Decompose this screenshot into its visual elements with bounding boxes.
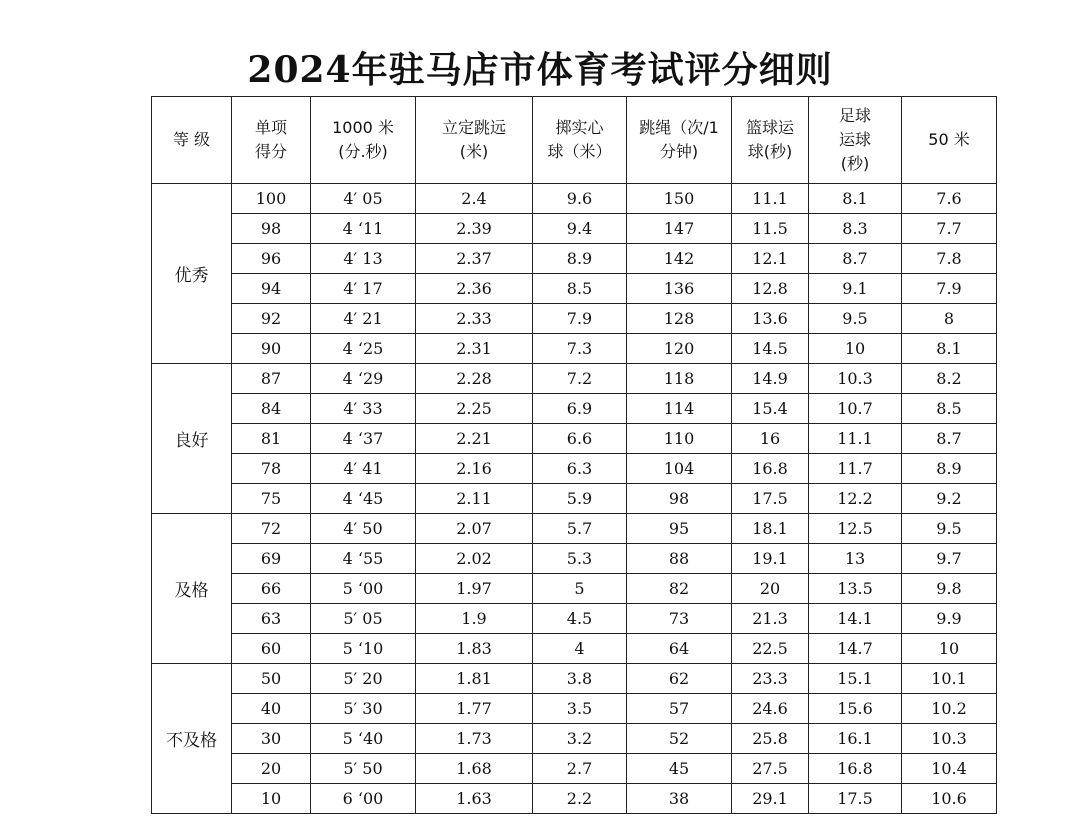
cell-run-1000m: 5′ 50 [311,754,416,784]
cell-shot-put: 5.3 [533,544,627,574]
table-row [152,514,997,544]
cell-shot-put: 4.5 [533,604,627,634]
cell-score: 78 [232,454,311,484]
cell-sprint-50m: 9.7 [902,544,997,574]
cell-rope-skip: 73 [627,604,732,634]
table-row [152,574,997,604]
cell-score: 20 [232,754,311,784]
cell-sprint-50m: 8.7 [902,424,997,454]
cell-football-dribble: 10 [809,334,902,364]
cell-football-dribble: 16.8 [809,754,902,784]
level-cell: 及格 [152,514,232,664]
cell-standing-long-jump: 2.16 [416,454,533,484]
header-line: 篮球运 [745,118,794,137]
cell-score: 50 [232,664,311,694]
cell-run-1000m: 4′ 13 [311,244,416,274]
cell-rope-skip: 45 [627,754,732,784]
header-line: 50 米 [928,130,970,149]
cell-sprint-50m: 10 [902,634,997,664]
cell-shot-put: 6.3 [533,454,627,484]
cell-shot-put: 3.5 [533,694,627,724]
header-line: 球（米） [547,142,612,161]
cell-shot-put: 4 [533,634,627,664]
cell-football-dribble: 8.1 [809,184,902,214]
table-row [152,544,997,574]
level-cell: 优秀 [152,184,232,364]
header-row [152,97,997,184]
table-row [152,424,997,454]
cell-run-1000m: 4′ 05 [311,184,416,214]
table-row [152,244,997,274]
cell-standing-long-jump: 1.81 [416,664,533,694]
cell-standing-long-jump: 1.9 [416,604,533,634]
cell-basketball-dribble: 14.9 [732,364,809,394]
cell-basketball-dribble: 24.6 [732,694,809,724]
level-cell: 良好 [152,364,232,514]
cell-shot-put: 2.7 [533,754,627,784]
cell-standing-long-jump: 2.36 [416,274,533,304]
cell-football-dribble: 8.7 [809,244,902,274]
cell-standing-long-jump: 1.77 [416,694,533,724]
level-cell: 不及格 [152,664,232,814]
header-line: 分钟) [659,142,699,161]
cell-standing-long-jump: 2.37 [416,244,533,274]
table-row [152,694,997,724]
header-level [152,97,232,184]
cell-score: 30 [232,724,311,754]
cell-shot-put: 6.9 [533,394,627,424]
cell-sprint-50m: 8.9 [902,454,997,484]
cell-football-dribble: 16.1 [809,724,902,754]
cell-rope-skip: 82 [627,574,732,604]
cell-shot-put: 5.9 [533,484,627,514]
cell-rope-skip: 88 [627,544,732,574]
table-row [152,664,997,694]
cell-score: 72 [232,514,311,544]
cell-sprint-50m: 8.1 [902,334,997,364]
header-line: 得分 [254,142,287,161]
cell-standing-long-jump: 1.68 [416,754,533,784]
header-line: 1000 米 [332,118,394,137]
cell-sprint-50m: 8.2 [902,364,997,394]
cell-run-1000m: 5 ‘10 [311,634,416,664]
header-standing-long-jump [416,97,533,184]
cell-run-1000m: 4′ 33 [311,394,416,424]
cell-rope-skip: 38 [627,784,732,814]
cell-sprint-50m: 7.8 [902,244,997,274]
cell-standing-long-jump: 2.39 [416,214,533,244]
cell-score: 60 [232,634,311,664]
header-basketball-dribble [732,97,809,184]
cell-basketball-dribble: 20 [732,574,809,604]
cell-sprint-50m: 10.2 [902,694,997,724]
cell-sprint-50m: 9.9 [902,604,997,634]
cell-basketball-dribble: 23.3 [732,664,809,694]
cell-basketball-dribble: 16.8 [732,454,809,484]
cell-shot-put: 9.6 [533,184,627,214]
cell-standing-long-jump: 1.73 [416,724,533,754]
cell-football-dribble: 15.6 [809,694,902,724]
cell-football-dribble: 9.5 [809,304,902,334]
cell-run-1000m: 5 ‘00 [311,574,416,604]
cell-rope-skip: 114 [627,394,732,424]
table-row [152,604,997,634]
cell-shot-put: 8.9 [533,244,627,274]
table-row [152,454,997,484]
cell-football-dribble: 15.1 [809,664,902,694]
header-line: 运球 [838,130,871,149]
cell-rope-skip: 64 [627,634,732,664]
table-row [152,724,997,754]
header-line: 球(秒) [747,142,793,161]
cell-score: 10 [232,784,311,814]
cell-score: 92 [232,304,311,334]
cell-score: 84 [232,394,311,424]
cell-basketball-dribble: 14.5 [732,334,809,364]
cell-run-1000m: 4 ‘11 [311,214,416,244]
cell-sprint-50m: 10.3 [902,724,997,754]
cell-score: 40 [232,694,311,724]
cell-shot-put: 7.2 [533,364,627,394]
cell-score: 96 [232,244,311,274]
cell-rope-skip: 118 [627,364,732,394]
cell-run-1000m: 5′ 30 [311,694,416,724]
header-line: 跳绳（次/1 [639,118,719,137]
cell-sprint-50m: 7.6 [902,184,997,214]
cell-run-1000m: 6 ‘00 [311,784,416,814]
cell-rope-skip: 95 [627,514,732,544]
cell-football-dribble: 9.1 [809,274,902,304]
cell-football-dribble: 12.2 [809,484,902,514]
cell-basketball-dribble: 18.1 [732,514,809,544]
cell-football-dribble: 11.1 [809,424,902,454]
cell-run-1000m: 4′ 17 [311,274,416,304]
cell-basketball-dribble: 13.6 [732,304,809,334]
cell-run-1000m: 4 ‘37 [311,424,416,454]
cell-run-1000m: 4 ‘55 [311,544,416,574]
cell-rope-skip: 128 [627,304,732,334]
table-row [152,334,997,364]
cell-run-1000m: 4 ‘25 [311,334,416,364]
cell-score: 69 [232,544,311,574]
cell-football-dribble: 8.3 [809,214,902,244]
table-row [152,364,997,394]
cell-football-dribble: 13.5 [809,574,902,604]
cell-football-dribble: 17.5 [809,784,902,814]
cell-run-1000m: 5 ‘40 [311,724,416,754]
table-row [152,304,997,334]
table-row [152,784,997,814]
table-row [152,394,997,424]
cell-standing-long-jump: 2.11 [416,484,533,514]
cell-score: 63 [232,604,311,634]
cell-sprint-50m: 7.7 [902,214,997,244]
cell-sprint-50m: 9.8 [902,574,997,604]
cell-standing-long-jump: 2.31 [416,334,533,364]
cell-football-dribble: 14.1 [809,604,902,634]
cell-standing-long-jump: 2.07 [416,514,533,544]
score-table [151,96,997,814]
cell-rope-skip: 136 [627,274,732,304]
header-sprint-50m [902,97,997,184]
cell-standing-long-jump: 1.63 [416,784,533,814]
cell-rope-skip: 110 [627,424,732,454]
cell-score: 75 [232,484,311,514]
cell-score: 94 [232,274,311,304]
cell-sprint-50m: 8 [902,304,997,334]
table-row [152,484,997,514]
cell-football-dribble: 10.3 [809,364,902,394]
page-title: 2024年驻马店市体育考试评分细则 [247,49,833,91]
cell-run-1000m: 4′ 50 [311,514,416,544]
header-score [232,97,311,184]
cell-shot-put: 7.9 [533,304,627,334]
cell-sprint-50m: 7.9 [902,274,997,304]
header-rope-skip [627,97,732,184]
cell-shot-put: 5 [533,574,627,604]
cell-basketball-dribble: 17.5 [732,484,809,514]
cell-score: 90 [232,334,311,364]
cell-score: 98 [232,214,311,244]
cell-shot-put: 6.6 [533,424,627,454]
cell-score: 66 [232,574,311,604]
cell-run-1000m: 4 ‘45 [311,484,416,514]
table-body [152,184,997,814]
header-line: 立定跳远 [441,118,506,137]
cell-football-dribble: 14.7 [809,634,902,664]
cell-shot-put: 9.4 [533,214,627,244]
header-line: 等 级 [172,130,211,149]
table-row [152,754,997,784]
cell-shot-put: 2.2 [533,784,627,814]
cell-standing-long-jump: 2.02 [416,544,533,574]
cell-rope-skip: 104 [627,454,732,484]
cell-basketball-dribble: 21.3 [732,604,809,634]
header-line: 掷实心 [555,118,604,137]
cell-score: 81 [232,424,311,454]
cell-basketball-dribble: 19.1 [732,544,809,574]
cell-rope-skip: 120 [627,334,732,364]
cell-run-1000m: 4 ‘29 [311,364,416,394]
cell-sprint-50m: 10.6 [902,784,997,814]
header-line: (分.秒) [338,142,388,161]
header-shot-put [533,97,627,184]
cell-basketball-dribble: 11.5 [732,214,809,244]
cell-shot-put: 5.7 [533,514,627,544]
cell-basketball-dribble: 16 [732,424,809,454]
cell-shot-put: 3.2 [533,724,627,754]
cell-basketball-dribble: 25.8 [732,724,809,754]
cell-sprint-50m: 10.1 [902,664,997,694]
table-row [152,214,997,244]
cell-football-dribble: 11.7 [809,454,902,484]
header-line: (米) [459,142,489,161]
cell-run-1000m: 4′ 41 [311,454,416,484]
header-line: 单项 [254,118,287,137]
cell-score: 87 [232,364,311,394]
cell-rope-skip: 150 [627,184,732,214]
cell-basketball-dribble: 27.5 [732,754,809,784]
cell-standing-long-jump: 2.21 [416,424,533,454]
cell-basketball-dribble: 12.1 [732,244,809,274]
cell-shot-put: 8.5 [533,274,627,304]
header-line: (秒) [840,154,870,173]
cell-basketball-dribble: 12.8 [732,274,809,304]
cell-sprint-50m: 9.5 [902,514,997,544]
cell-score: 100 [232,184,311,214]
cell-football-dribble: 13 [809,544,902,574]
cell-standing-long-jump: 2.25 [416,394,533,424]
cell-rope-skip: 98 [627,484,732,514]
cell-standing-long-jump: 2.4 [416,184,533,214]
table-row [152,274,997,304]
cell-basketball-dribble: 11.1 [732,184,809,214]
cell-sprint-50m: 10.4 [902,754,997,784]
cell-rope-skip: 147 [627,214,732,244]
cell-rope-skip: 62 [627,664,732,694]
cell-rope-skip: 57 [627,694,732,724]
header-football-dribble [809,97,902,184]
table-row [152,634,997,664]
cell-basketball-dribble: 29.1 [732,784,809,814]
header-run-1000m [311,97,416,184]
cell-run-1000m: 5′ 05 [311,604,416,634]
cell-standing-long-jump: 1.97 [416,574,533,604]
table-row [152,184,997,214]
cell-rope-skip: 52 [627,724,732,754]
cell-shot-put: 3.8 [533,664,627,694]
cell-standing-long-jump: 1.83 [416,634,533,664]
cell-football-dribble: 10.7 [809,394,902,424]
cell-standing-long-jump: 2.28 [416,364,533,394]
cell-shot-put: 7.3 [533,334,627,364]
header-line: 足球 [838,106,871,125]
cell-run-1000m: 5′ 20 [311,664,416,694]
cell-basketball-dribble: 15.4 [732,394,809,424]
cell-rope-skip: 142 [627,244,732,274]
cell-run-1000m: 4′ 21 [311,304,416,334]
cell-basketball-dribble: 22.5 [732,634,809,664]
cell-sprint-50m: 8.5 [902,394,997,424]
cell-standing-long-jump: 2.33 [416,304,533,334]
cell-sprint-50m: 9.2 [902,484,997,514]
cell-football-dribble: 12.5 [809,514,902,544]
